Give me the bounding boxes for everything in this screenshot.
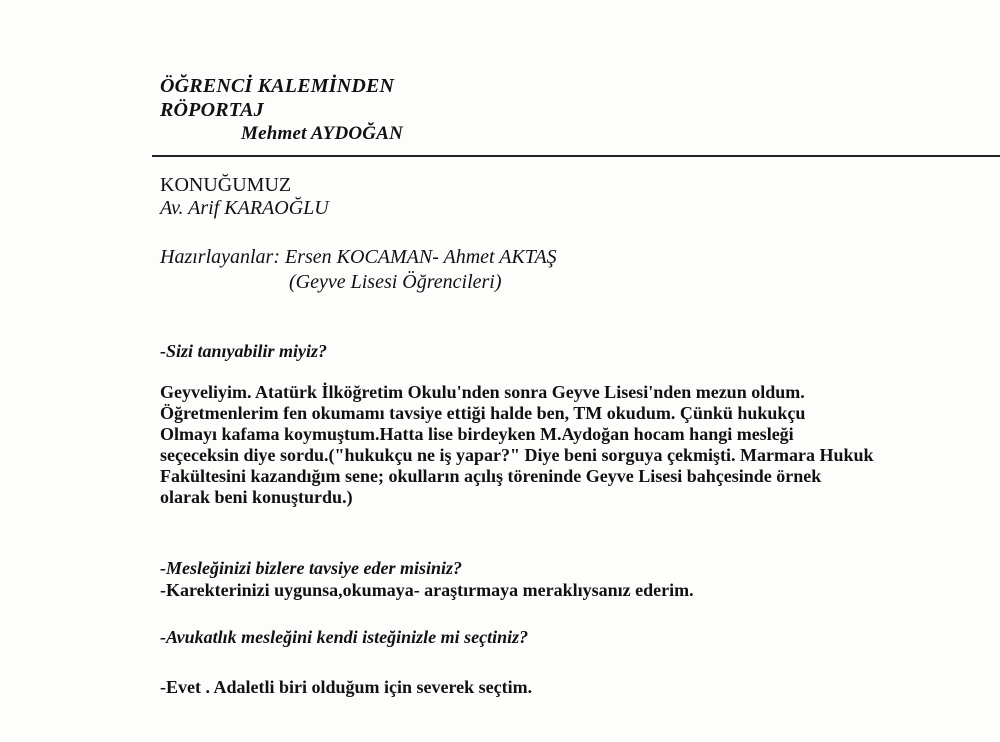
question-3: -Avukatlık mesleğini kendi isteğinizle mi seçtiniz? bbox=[160, 627, 529, 647]
section-title: ÖĞRENCİ KALEMİNDEN bbox=[160, 75, 395, 97]
answer-3: -Evet . Adaletli biri olduğum için severek seçtim. bbox=[160, 677, 533, 697]
answer-1-line: Fakültesini kazandığım sene; okulların açılış töreninde Geyve Lisesi bahçesinde örnek bbox=[160, 466, 822, 486]
question-1: -Sizi tanıyabilir miyiz? bbox=[160, 341, 328, 361]
guest-name: Av. Arif KARAOĞLU bbox=[160, 197, 329, 219]
interview-subtitle: RÖPORTAJ bbox=[160, 99, 264, 121]
author-name: Mehmet AYDOĞAN bbox=[241, 123, 404, 144]
answer-1-line: Olmayı kafama koymuştum.Hatta lise birdeyken M.Aydoğan hocam hangi mesleği bbox=[160, 424, 794, 444]
header-divider bbox=[152, 155, 1000, 157]
answer-2: -Karekterinizi uygunsa,okumaya- araştırmaya meraklıysanız ederim. bbox=[160, 580, 694, 600]
guest-label: KONUĞUMUZ bbox=[160, 174, 292, 196]
question-2: -Mesleğinizi bizlere tavsiye eder misiniz? bbox=[160, 558, 462, 578]
answer-1-line: olarak beni konuşturdu.) bbox=[160, 487, 353, 507]
prepared-by-school: (Geyve Lisesi Öğrencileri) bbox=[289, 271, 502, 293]
answer-1-line: seçeceksin diye sordu.("hukukçu ne iş yapar?" Diye beni sorguya çekmişti. Marmara Hukuk bbox=[160, 445, 874, 465]
answer-1-line: Öğretmenlerim fen okumamı tavsiye ettiği halde ben, TM okudum. Çünkü hukukçu bbox=[160, 403, 806, 423]
prepared-by: Hazırlayanlar: Ersen KOCAMAN- Ahmet AKTAŞ bbox=[160, 246, 557, 268]
answer-1-line: Geyveliyim. Atatürk İlköğretim Okulu'nden sonra Geyve Lisesi'nden mezun oldum. bbox=[160, 382, 805, 402]
